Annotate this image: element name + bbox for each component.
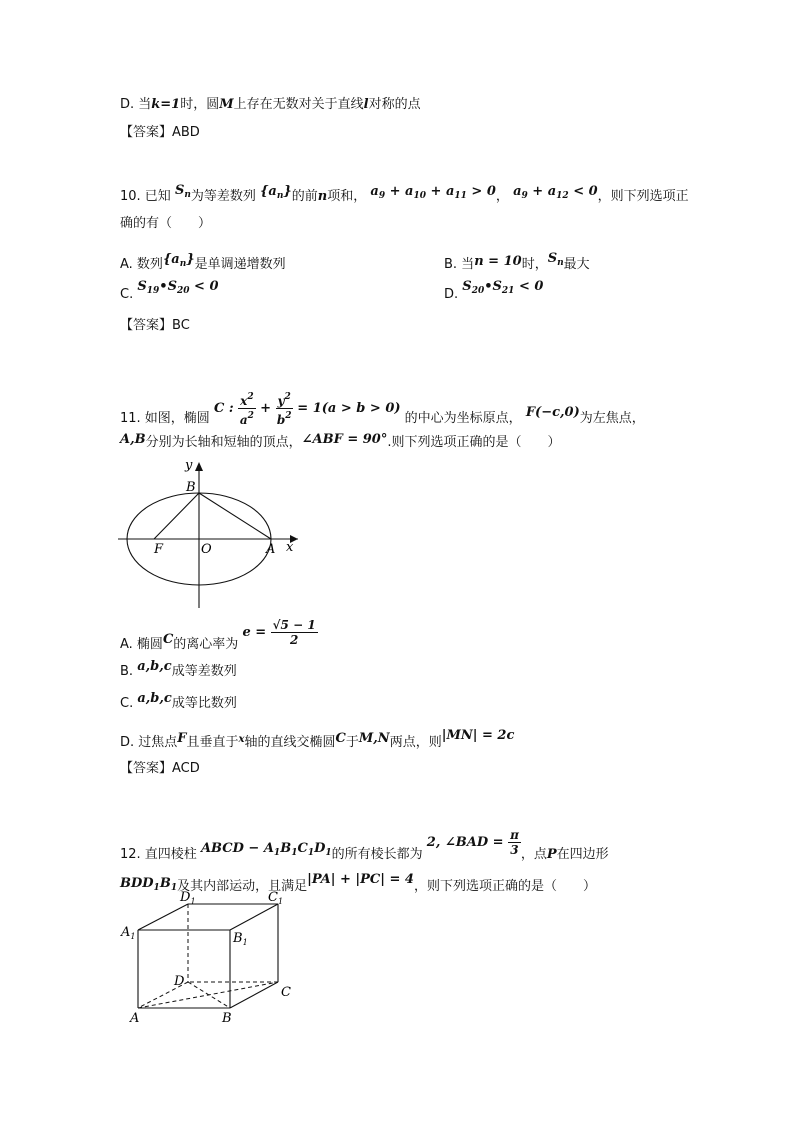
math: k=1 xyxy=(151,97,181,112)
math-AB: A,B xyxy=(120,432,146,447)
q11-option-d xyxy=(120,728,515,753)
math: l xyxy=(363,97,369,112)
math-Sn: $S_n$ xyxy=(174,183,191,200)
text: C. xyxy=(120,696,134,711)
math-eccentricity: e = $\frac{√5 - 1}{2}$ xyxy=(242,618,316,647)
text: ， xyxy=(495,189,509,204)
q11-option-a xyxy=(120,618,318,659)
text: C. xyxy=(120,287,134,302)
label-B: B xyxy=(222,1011,232,1026)
label-C: C xyxy=(281,985,291,1000)
math-abc: a,b,c xyxy=(137,659,172,674)
label-D1: $D_1$ xyxy=(180,890,196,906)
label-y: y xyxy=(185,458,193,473)
q10-option-b xyxy=(444,251,590,278)
math: P xyxy=(546,847,557,862)
text: 分别为长轴和短轴的顶点， xyxy=(145,435,302,450)
math: n xyxy=(317,189,328,204)
q10-stem-line2: 确的有（ ） xyxy=(120,216,212,231)
math-PA-PC: |PA| + |PC| = 4 xyxy=(307,872,414,887)
q11-option-b xyxy=(120,659,237,681)
math: M xyxy=(219,97,234,112)
text: D. xyxy=(444,287,459,302)
label-D: D xyxy=(174,974,185,989)
q10-stem-line1 xyxy=(120,183,689,210)
text: ，则下列选项正确的是（ ） xyxy=(413,879,596,894)
text: D. 过焦点 xyxy=(120,735,178,750)
text: 于 xyxy=(345,735,359,750)
y-axis-arrow xyxy=(195,462,203,471)
ellipse-figure xyxy=(118,458,304,608)
math-quad: $BDD_1B_1$ xyxy=(120,876,178,893)
text: 的离心率为 xyxy=(173,637,239,652)
q12-stem-line1 xyxy=(120,828,609,869)
text: 上存在无数对关于直线 xyxy=(233,97,364,112)
text: 两点，则 xyxy=(389,735,442,750)
text: 为左焦点， xyxy=(579,411,645,426)
label-B: B xyxy=(186,480,196,495)
label-C1: $C_1$ xyxy=(268,890,284,906)
math-angle-BAD: 2, ∠BAD = $\frac{\pi}{3}$ xyxy=(426,828,519,857)
prism-figure xyxy=(118,890,298,1030)
q11-option-c xyxy=(120,691,237,713)
math-option-d: $S_{20}•S_{21} < 0$ xyxy=(462,279,544,296)
math: n = 10 xyxy=(474,254,522,269)
text: A. 数列 xyxy=(120,257,163,272)
q9-answer: 【答案】ABD xyxy=(120,125,200,140)
text: ，点 xyxy=(520,847,547,862)
math-C: C xyxy=(162,632,174,647)
text: 在四边形 xyxy=(556,847,609,862)
label-A: A xyxy=(266,542,276,557)
label-A: A xyxy=(130,1011,140,1026)
math-an-set: $\{a_n\}$ xyxy=(162,252,195,269)
text: .则下列选项正确的是（ ） xyxy=(387,435,561,450)
math: x xyxy=(238,734,245,745)
text: 及其内部运动，且满足 xyxy=(177,879,308,894)
text: A. 椭圆 xyxy=(120,637,163,652)
text: 对称的点 xyxy=(368,97,421,112)
math-MN: M,N xyxy=(358,731,390,746)
text: 成等差数列 xyxy=(171,664,237,679)
text: ，则下列选项正 xyxy=(597,189,689,204)
text: 且垂直于 xyxy=(186,735,239,750)
q11-answer: 【答案】ACD xyxy=(120,761,200,776)
math-angle: ∠ABF = 90° xyxy=(301,432,388,447)
edge-D1A1 xyxy=(138,904,188,930)
text: 时，圆 xyxy=(180,97,220,112)
edge-BC xyxy=(230,982,278,1008)
text: 最大 xyxy=(563,257,590,272)
q10-option-c xyxy=(120,279,219,308)
q9-option-d xyxy=(120,96,421,114)
text: 时， xyxy=(521,257,548,272)
math-option-c: $S_{19}•S_{20} < 0$ xyxy=(137,279,219,296)
math-Sn: $S_n$ xyxy=(547,251,564,268)
diag-AC xyxy=(138,982,278,1008)
q10-answer: 【答案】BC xyxy=(120,318,190,333)
question-number: 12. 直四棱柱 xyxy=(120,847,197,862)
text: 为等差数列 xyxy=(190,189,256,204)
math-prism: ABCD − $A_1B_1C_1D_1$ xyxy=(200,841,332,858)
segment-BA xyxy=(199,493,271,539)
math-focus: F(−c,0) xyxy=(525,405,580,420)
math-F: F xyxy=(177,731,187,746)
q10-option-d xyxy=(444,279,544,308)
question-number: 11. 如图，椭圆 xyxy=(120,411,210,426)
text: D. 当 xyxy=(120,97,152,112)
math-an-set: $\{a_n\}$ xyxy=(260,184,292,201)
math-abc: a,b,c xyxy=(137,691,172,706)
text: 项和， xyxy=(327,189,367,204)
text: B. xyxy=(120,664,134,679)
math-C: C xyxy=(335,731,346,746)
label-F: F xyxy=(154,542,164,557)
text: 是单调递增数列 xyxy=(194,257,286,272)
label-x: x xyxy=(286,540,294,555)
text: 的所有棱长都为 xyxy=(331,847,423,862)
math-cond2: $a_9 + a_{12} < 0$ xyxy=(513,184,598,201)
q11-stem-line2 xyxy=(120,434,561,452)
math-ellipse-eq: C : $\frac{x^2}{a^2}$ + $\frac{y^2}{b^2}$ = 1(a > b > 0) xyxy=(213,392,401,427)
q10-option-a xyxy=(120,252,286,278)
math-MN-length: |MN| = 2c xyxy=(441,728,515,743)
text: 的中心为坐标原点， xyxy=(404,411,522,426)
label-O: O xyxy=(201,542,212,557)
text: 轴的直线交椭圆 xyxy=(244,735,336,750)
question-number: 10. 已知 xyxy=(120,189,171,204)
text: 成等比数列 xyxy=(171,696,237,711)
label-A1: $A_1$ xyxy=(121,925,136,941)
math-cond1: $a_9 + a_{10} + a_{11} > 0$ xyxy=(370,184,496,201)
text: 的前 xyxy=(291,189,318,204)
edge-B1C1 xyxy=(230,904,278,930)
text: B. 当 xyxy=(444,257,475,272)
label-B1: $B_1$ xyxy=(233,931,248,947)
